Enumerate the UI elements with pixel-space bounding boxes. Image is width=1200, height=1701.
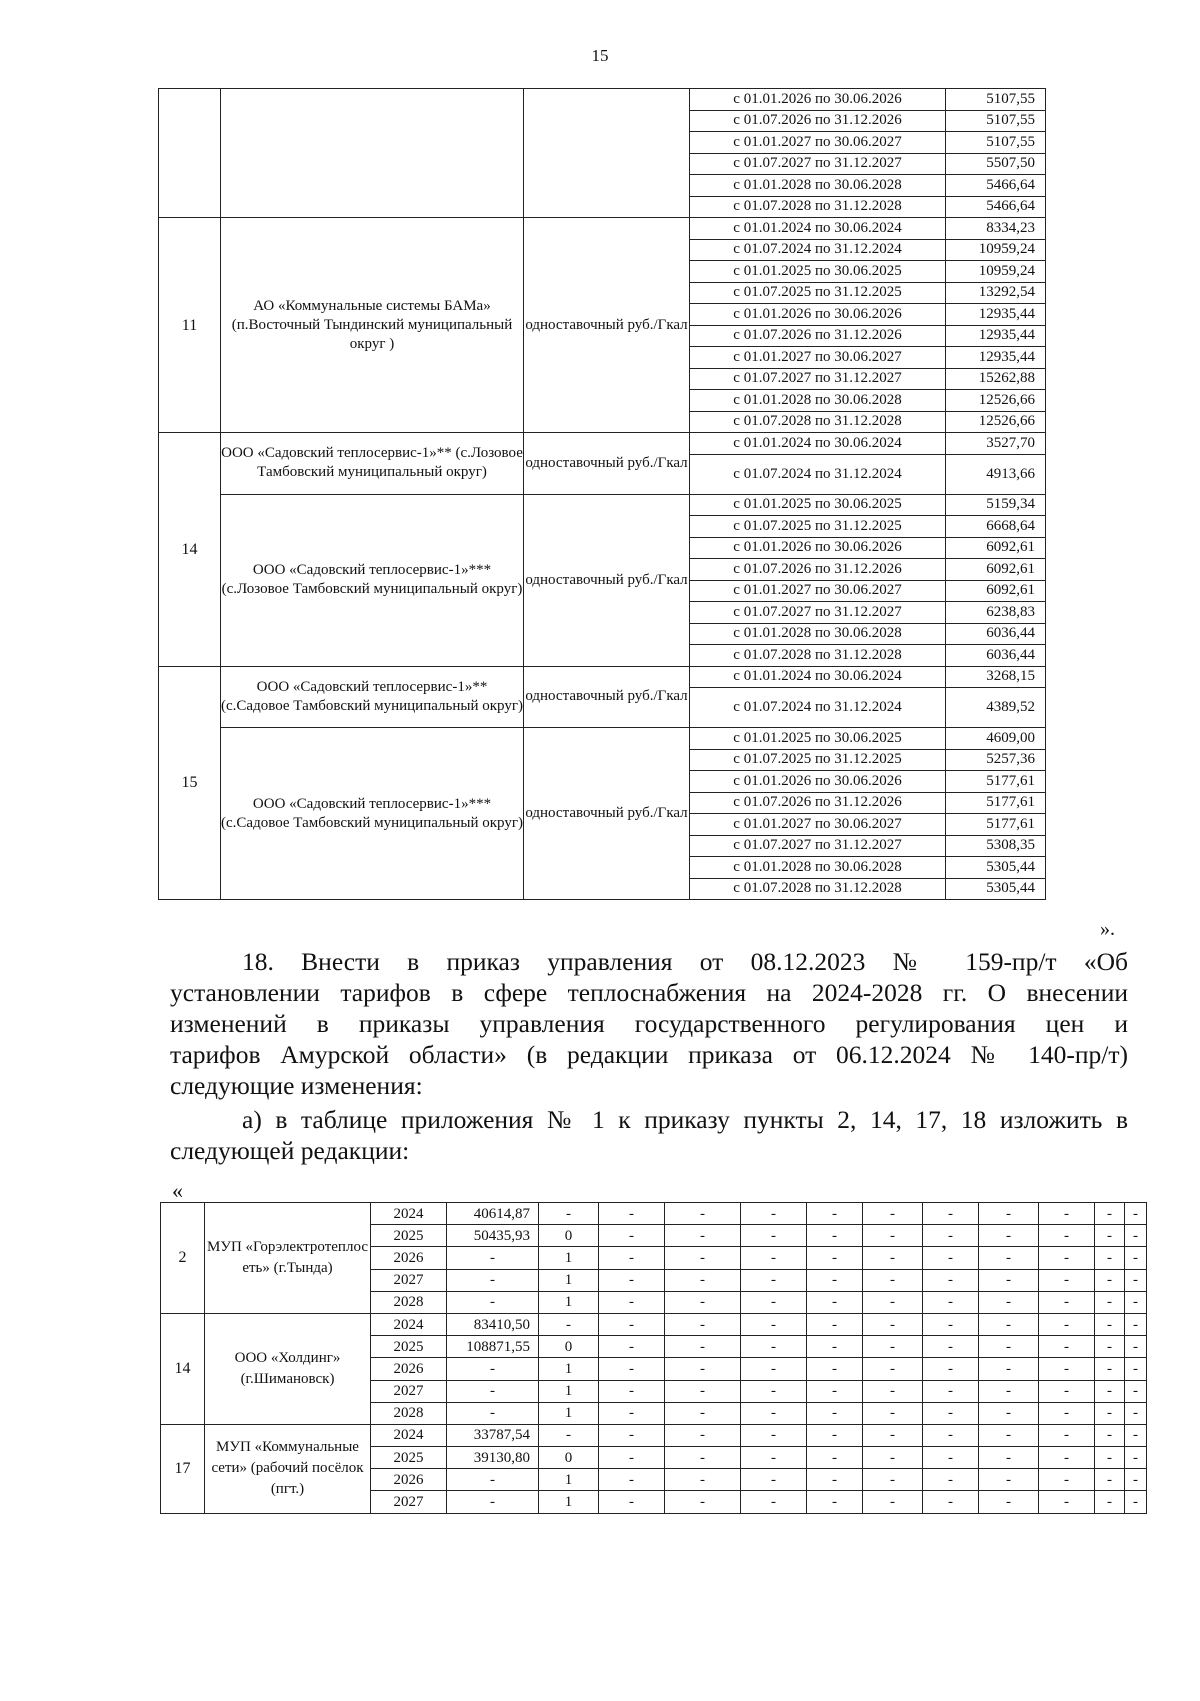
paragraph-a: [170, 1104, 1128, 1166]
tariff-value: 5107,55: [946, 132, 1046, 154]
tariff-value: 6668,64: [946, 516, 1046, 538]
paragraph-line: а) в таблице приложения № 1 к приказу пункты 2, 14, 17, 18 изложить в: [242, 1105, 1128, 1134]
dash-cell: -: [665, 1203, 741, 1225]
year-cell: 2028: [371, 1291, 447, 1313]
tariff-type: одноставочный руб./Гкал: [524, 666, 690, 728]
dash-cell: -: [741, 1336, 807, 1358]
dash-cell: -: [741, 1225, 807, 1247]
dash-cell: -: [665, 1313, 741, 1335]
dash-cell: -: [807, 1291, 863, 1313]
dash-cell: -: [863, 1313, 923, 1335]
dash-cell: -: [1095, 1358, 1125, 1380]
dash-cell: -: [1125, 1358, 1147, 1380]
dash-cell: -: [599, 1313, 665, 1335]
flag-cell: 1: [539, 1247, 599, 1269]
row-number: 14: [159, 433, 221, 667]
tariff-value: 4913,66: [946, 454, 1046, 494]
dash-cell: -: [923, 1203, 979, 1225]
flag-cell: 0: [539, 1447, 599, 1469]
dash-cell: -: [923, 1491, 979, 1513]
dash-cell: -: [863, 1203, 923, 1225]
period-cell: с 01.07.2026 по 31.12.2026: [690, 792, 946, 814]
dash-cell: -: [1039, 1336, 1095, 1358]
period-cell: с 01.01.2026 по 30.06.2026: [690, 771, 946, 793]
organization-name: [221, 89, 524, 218]
organization-name: ООО «Холдинг» (г.Шимановск): [205, 1313, 371, 1424]
period-cell: с 01.01.2027 по 30.06.2027: [690, 347, 946, 369]
tariff-value: 10959,24: [946, 239, 1046, 261]
dash-cell: -: [599, 1447, 665, 1469]
organization-name: АО «Коммунальные системы БАМа» (п.Восточный Тындинский муниципальный округ ): [221, 218, 524, 433]
amount-cell: 108871,55: [447, 1336, 539, 1358]
period-cell: с 01.01.2028 по 30.06.2028: [690, 175, 946, 197]
dash-cell: -: [1095, 1380, 1125, 1402]
dash-cell: -: [863, 1358, 923, 1380]
year-cell: 2024: [371, 1424, 447, 1446]
dash-cell: -: [923, 1336, 979, 1358]
dash-cell: -: [665, 1447, 741, 1469]
dash-cell: -: [979, 1247, 1039, 1269]
dash-cell: -: [979, 1203, 1039, 1225]
dash-cell: -: [741, 1358, 807, 1380]
dash-cell: -: [599, 1380, 665, 1402]
period-cell: с 01.07.2025 по 31.12.2025: [690, 749, 946, 771]
dash-cell: -: [807, 1402, 863, 1424]
dash-cell: -: [863, 1447, 923, 1469]
dash-cell: -: [807, 1358, 863, 1380]
dash-cell: -: [863, 1336, 923, 1358]
tariff-type: [524, 89, 690, 218]
table-row: [161, 1313, 1147, 1335]
dash-cell: -: [979, 1469, 1039, 1491]
closing-quote: ».: [1100, 918, 1115, 940]
paragraph-line: следующие изменения:: [170, 1071, 423, 1100]
period-cell: с 01.01.2025 по 30.06.2025: [690, 494, 946, 516]
period-cell: с 01.01.2028 по 30.06.2028: [690, 623, 946, 645]
dash-cell: -: [979, 1402, 1039, 1424]
dash-cell: -: [1125, 1313, 1147, 1335]
flag-cell: 1: [539, 1469, 599, 1491]
organization-name: ООО «Садовский теплосервис-1»** (с.Садовое Тамбовский муниципальный округ): [221, 666, 524, 728]
dash-cell: -: [979, 1336, 1039, 1358]
tariff-value: 6238,83: [946, 602, 1046, 624]
tariff-value: 5159,34: [946, 494, 1046, 516]
dash-cell: -: [807, 1225, 863, 1247]
dash-cell: -: [1125, 1225, 1147, 1247]
flag-cell: 1: [539, 1269, 599, 1291]
tariff-value: 5257,36: [946, 749, 1046, 771]
dash-cell: -: [665, 1402, 741, 1424]
dash-cell: -: [863, 1491, 923, 1513]
table-row: [159, 433, 1046, 455]
period-cell: с 01.07.2028 по 31.12.2028: [690, 645, 946, 667]
dash-cell: -: [807, 1269, 863, 1291]
table-row: [159, 218, 1046, 240]
dash-cell: -: [599, 1424, 665, 1446]
paragraph-line: установлении тарифов в сфере теплоснабжения на 2024-2028 гг. О внесении: [170, 978, 1128, 1007]
row-number: [159, 89, 221, 218]
dash-cell: -: [1039, 1225, 1095, 1247]
year-cell: 2027: [371, 1491, 447, 1513]
period-cell: с 01.07.2027 по 31.12.2027: [690, 153, 946, 175]
dash-cell: -: [979, 1491, 1039, 1513]
organization-name: МУП «Горэлектротеплос еть» (г.Тында): [205, 1203, 371, 1314]
period-cell: с 01.07.2027 по 31.12.2027: [690, 602, 946, 624]
dash-cell: -: [979, 1313, 1039, 1335]
period-cell: с 01.07.2025 по 31.12.2025: [690, 282, 946, 304]
dash-cell: -: [599, 1358, 665, 1380]
flag-cell: 0: [539, 1336, 599, 1358]
dash-cell: -: [979, 1424, 1039, 1446]
period-cell: с 01.07.2024 по 31.12.2024: [690, 688, 946, 728]
organization-name: ООО «Садовский теплосервис-1»** (с.Лозовое Тамбовский муниципальный округ): [221, 433, 524, 495]
tariff-value: 12935,44: [946, 347, 1046, 369]
tariff-value: 13292,54: [946, 282, 1046, 304]
amount-cell: -: [447, 1358, 539, 1380]
dash-cell: -: [1125, 1247, 1147, 1269]
dash-cell: -: [1095, 1203, 1125, 1225]
dash-cell: -: [599, 1247, 665, 1269]
dash-cell: -: [741, 1380, 807, 1402]
table-row: [161, 1424, 1147, 1446]
amount-cell: -: [447, 1469, 539, 1491]
tariff-value: 5177,61: [946, 814, 1046, 836]
dash-cell: -: [807, 1203, 863, 1225]
appendix-table: [160, 1202, 1147, 1514]
dash-cell: -: [741, 1469, 807, 1491]
dash-cell: -: [923, 1313, 979, 1335]
dash-cell: -: [665, 1225, 741, 1247]
dash-cell: -: [1125, 1402, 1147, 1424]
tariff-value: 5507,50: [946, 153, 1046, 175]
dash-cell: -: [1039, 1269, 1095, 1291]
tariff-value: 5107,55: [946, 89, 1046, 111]
dash-cell: -: [741, 1269, 807, 1291]
dash-cell: -: [599, 1225, 665, 1247]
dash-cell: -: [741, 1247, 807, 1269]
dash-cell: -: [863, 1247, 923, 1269]
dash-cell: -: [923, 1402, 979, 1424]
tariff-value: 5466,64: [946, 196, 1046, 218]
dash-cell: -: [923, 1358, 979, 1380]
tariff-value: 12935,44: [946, 304, 1046, 326]
dash-cell: -: [923, 1424, 979, 1446]
dash-cell: -: [665, 1358, 741, 1380]
amount-cell: -: [447, 1491, 539, 1513]
dash-cell: -: [923, 1225, 979, 1247]
row-number: 17: [161, 1424, 205, 1513]
tariff-value: 5177,61: [946, 792, 1046, 814]
tariff-table: [158, 88, 1046, 900]
amount-cell: 39130,80: [447, 1447, 539, 1469]
dash-cell: -: [665, 1291, 741, 1313]
period-cell: с 01.07.2027 по 31.12.2027: [690, 835, 946, 857]
tariff-value: 12935,44: [946, 325, 1046, 347]
dash-cell: -: [741, 1402, 807, 1424]
dash-cell: -: [863, 1469, 923, 1491]
dash-cell: -: [741, 1291, 807, 1313]
dash-cell: -: [741, 1203, 807, 1225]
period-cell: с 01.01.2028 по 30.06.2028: [690, 390, 946, 412]
period-cell: с 01.01.2027 по 30.06.2027: [690, 814, 946, 836]
dash-cell: -: [863, 1424, 923, 1446]
dash-cell: -: [863, 1402, 923, 1424]
dash-cell: -: [807, 1336, 863, 1358]
paragraph-line: 18. Внести в приказ управления от 08.12.2023 № 159-пр/т «Об: [242, 947, 1128, 976]
amount-cell: -: [447, 1269, 539, 1291]
dash-cell: -: [807, 1380, 863, 1402]
dash-cell: -: [665, 1336, 741, 1358]
dash-cell: -: [599, 1203, 665, 1225]
dash-cell: -: [665, 1269, 741, 1291]
tariff-value: 6092,61: [946, 559, 1046, 581]
dash-cell: -: [979, 1269, 1039, 1291]
paragraph-line: тарифов Амурской области» (в редакции приказа от 06.12.2024 № 140-пр/т): [170, 1040, 1128, 1069]
dash-cell: -: [863, 1269, 923, 1291]
period-cell: с 01.01.2024 по 30.06.2024: [690, 218, 946, 240]
dash-cell: -: [1095, 1247, 1125, 1269]
dash-cell: -: [599, 1269, 665, 1291]
dash-cell: -: [1039, 1203, 1095, 1225]
year-cell: 2026: [371, 1247, 447, 1269]
dash-cell: -: [807, 1247, 863, 1269]
amount-cell: 50435,93: [447, 1225, 539, 1247]
paragraph-line: изменений в приказы управления государственного регулирования цен и: [170, 1009, 1128, 1038]
year-cell: 2024: [371, 1203, 447, 1225]
dash-cell: -: [979, 1447, 1039, 1469]
dash-cell: -: [807, 1447, 863, 1469]
tariff-value: 6092,61: [946, 580, 1046, 602]
year-cell: 2028: [371, 1402, 447, 1424]
dash-cell: -: [807, 1491, 863, 1513]
year-cell: 2026: [371, 1469, 447, 1491]
dash-cell: -: [923, 1291, 979, 1313]
organization-name: ООО «Садовский теплосервис-1»*** (с.Лозовое Тамбовский муниципальный округ): [221, 494, 524, 666]
tariff-type: одноставочный руб./Гкал: [524, 728, 690, 900]
flag-cell: -: [539, 1203, 599, 1225]
dash-cell: -: [1039, 1247, 1095, 1269]
tariff-value: 10959,24: [946, 261, 1046, 283]
year-cell: 2025: [371, 1225, 447, 1247]
dash-cell: -: [1039, 1358, 1095, 1380]
row-number: 14: [161, 1313, 205, 1424]
paragraph-18: [170, 946, 1128, 1101]
dash-cell: -: [599, 1491, 665, 1513]
period-cell: с 01.01.2027 по 30.06.2027: [690, 580, 946, 602]
dash-cell: -: [1095, 1336, 1125, 1358]
opening-quote: «: [172, 1178, 183, 1203]
table-row: [159, 494, 1046, 516]
period-cell: с 01.01.2024 по 30.06.2024: [690, 666, 946, 688]
table-row: [159, 666, 1046, 688]
period-cell: с 01.07.2026 по 31.12.2026: [690, 110, 946, 132]
tariff-value: 5107,55: [946, 110, 1046, 132]
dash-cell: -: [1095, 1447, 1125, 1469]
tariff-value: 12526,66: [946, 411, 1046, 433]
paragraph-line: следующей редакции:: [170, 1136, 410, 1165]
tariff-value: 3268,15: [946, 666, 1046, 688]
dash-cell: -: [1125, 1469, 1147, 1491]
tariff-value: 5466,64: [946, 175, 1046, 197]
year-cell: 2027: [371, 1269, 447, 1291]
tariff-value: 5177,61: [946, 771, 1046, 793]
period-cell: с 01.01.2026 по 30.06.2026: [690, 537, 946, 559]
dash-cell: -: [665, 1424, 741, 1446]
tariff-value: 4389,52: [946, 688, 1046, 728]
dash-cell: -: [741, 1447, 807, 1469]
dash-cell: -: [807, 1424, 863, 1446]
period-cell: с 01.07.2026 по 31.12.2026: [690, 325, 946, 347]
flag-cell: 0: [539, 1225, 599, 1247]
dash-cell: -: [1095, 1491, 1125, 1513]
dash-cell: -: [1039, 1291, 1095, 1313]
row-number: 2: [161, 1203, 205, 1314]
flag-cell: -: [539, 1424, 599, 1446]
flag-cell: 1: [539, 1358, 599, 1380]
dash-cell: -: [979, 1358, 1039, 1380]
dash-cell: -: [1125, 1380, 1147, 1402]
dash-cell: -: [1125, 1203, 1147, 1225]
amount-cell: 33787,54: [447, 1424, 539, 1446]
tariff-type: одноставочный руб./Гкал: [524, 218, 690, 433]
dash-cell: -: [599, 1291, 665, 1313]
dash-cell: -: [1125, 1491, 1147, 1513]
tariff-value: 4609,00: [946, 728, 1046, 750]
tariff-value: 3527,70: [946, 433, 1046, 455]
tariff-value: 6036,44: [946, 645, 1046, 667]
row-number: 11: [159, 218, 221, 433]
table-row: [161, 1203, 1147, 1225]
year-cell: 2024: [371, 1313, 447, 1335]
period-cell: с 01.01.2026 по 30.06.2026: [690, 304, 946, 326]
period-cell: с 01.07.2025 по 31.12.2025: [690, 516, 946, 538]
tariff-value: 12526,66: [946, 390, 1046, 412]
dash-cell: -: [923, 1269, 979, 1291]
dash-cell: -: [1095, 1269, 1125, 1291]
dash-cell: -: [741, 1491, 807, 1513]
period-cell: с 01.07.2028 по 31.12.2028: [690, 878, 946, 900]
year-cell: 2027: [371, 1380, 447, 1402]
period-cell: с 01.07.2028 по 31.12.2028: [690, 196, 946, 218]
dash-cell: -: [863, 1380, 923, 1402]
flag-cell: 1: [539, 1491, 599, 1513]
tariff-type: одноставочный руб./Гкал: [524, 433, 690, 495]
dash-cell: -: [1125, 1269, 1147, 1291]
amount-cell: 40614,87: [447, 1203, 539, 1225]
row-number: 15: [159, 666, 221, 900]
dash-cell: -: [599, 1402, 665, 1424]
dash-cell: -: [665, 1380, 741, 1402]
tariff-value: 6092,61: [946, 537, 1046, 559]
period-cell: с 01.01.2025 по 30.06.2025: [690, 728, 946, 750]
dash-cell: -: [1039, 1447, 1095, 1469]
flag-cell: 1: [539, 1291, 599, 1313]
organization-name: ООО «Садовский теплосервис-1»*** (с.Садовое Тамбовский муниципальный округ): [221, 728, 524, 900]
year-cell: 2025: [371, 1336, 447, 1358]
flag-cell: 1: [539, 1380, 599, 1402]
amount-cell: -: [447, 1402, 539, 1424]
flag-cell: 1: [539, 1402, 599, 1424]
dash-cell: -: [599, 1336, 665, 1358]
flag-cell: -: [539, 1313, 599, 1335]
tariff-value: 5305,44: [946, 857, 1046, 879]
amount-cell: -: [447, 1291, 539, 1313]
dash-cell: -: [741, 1424, 807, 1446]
dash-cell: -: [1125, 1291, 1147, 1313]
dash-cell: -: [1095, 1313, 1125, 1335]
table-row: [159, 728, 1046, 750]
table-row: [159, 89, 1046, 111]
amount-cell: 83410,50: [447, 1313, 539, 1335]
period-cell: с 01.01.2025 по 30.06.2025: [690, 261, 946, 283]
tariff-value: 6036,44: [946, 623, 1046, 645]
tariff-value: 5305,44: [946, 878, 1046, 900]
dash-cell: -: [979, 1225, 1039, 1247]
dash-cell: -: [807, 1469, 863, 1491]
period-cell: с 01.07.2024 по 31.12.2024: [690, 239, 946, 261]
tariff-value: 8334,23: [946, 218, 1046, 240]
dash-cell: -: [923, 1380, 979, 1402]
dash-cell: -: [923, 1469, 979, 1491]
year-cell: 2026: [371, 1358, 447, 1380]
period-cell: с 01.01.2026 по 30.06.2026: [690, 89, 946, 111]
dash-cell: -: [923, 1247, 979, 1269]
dash-cell: -: [1095, 1225, 1125, 1247]
page-number: 15: [591, 46, 609, 65]
dash-cell: -: [1095, 1424, 1125, 1446]
dash-cell: -: [1125, 1424, 1147, 1446]
dash-cell: -: [863, 1225, 923, 1247]
dash-cell: -: [665, 1247, 741, 1269]
dash-cell: -: [665, 1491, 741, 1513]
dash-cell: -: [1125, 1336, 1147, 1358]
dash-cell: -: [1125, 1447, 1147, 1469]
dash-cell: -: [599, 1469, 665, 1491]
dash-cell: -: [1039, 1424, 1095, 1446]
dash-cell: -: [979, 1380, 1039, 1402]
period-cell: с 01.07.2026 по 31.12.2026: [690, 559, 946, 581]
dash-cell: -: [665, 1469, 741, 1491]
dash-cell: -: [923, 1447, 979, 1469]
period-cell: с 01.07.2027 по 31.12.2027: [690, 368, 946, 390]
period-cell: с 01.01.2027 по 30.06.2027: [690, 132, 946, 154]
tariff-value: 5308,35: [946, 835, 1046, 857]
dash-cell: -: [741, 1313, 807, 1335]
period-cell: с 01.07.2024 по 31.12.2024: [690, 454, 946, 494]
dash-cell: -: [1039, 1380, 1095, 1402]
dash-cell: -: [1095, 1291, 1125, 1313]
year-cell: 2025: [371, 1447, 447, 1469]
dash-cell: -: [807, 1313, 863, 1335]
dash-cell: -: [1039, 1491, 1095, 1513]
organization-name: МУП «Коммунальные сети» (рабочий посёлок (пгт.): [205, 1424, 371, 1513]
dash-cell: -: [1095, 1469, 1125, 1491]
dash-cell: -: [863, 1291, 923, 1313]
tariff-type: одноставочный руб./Гкал: [524, 494, 690, 666]
dash-cell: -: [1095, 1402, 1125, 1424]
tariff-value: 15262,88: [946, 368, 1046, 390]
period-cell: с 01.07.2028 по 31.12.2028: [690, 411, 946, 433]
period-cell: с 01.01.2024 по 30.06.2024: [690, 433, 946, 455]
dash-cell: -: [1039, 1313, 1095, 1335]
amount-cell: -: [447, 1380, 539, 1402]
dash-cell: -: [1039, 1402, 1095, 1424]
dash-cell: -: [1039, 1469, 1095, 1491]
dash-cell: -: [979, 1291, 1039, 1313]
period-cell: с 01.01.2028 по 30.06.2028: [690, 857, 946, 879]
amount-cell: -: [447, 1247, 539, 1269]
